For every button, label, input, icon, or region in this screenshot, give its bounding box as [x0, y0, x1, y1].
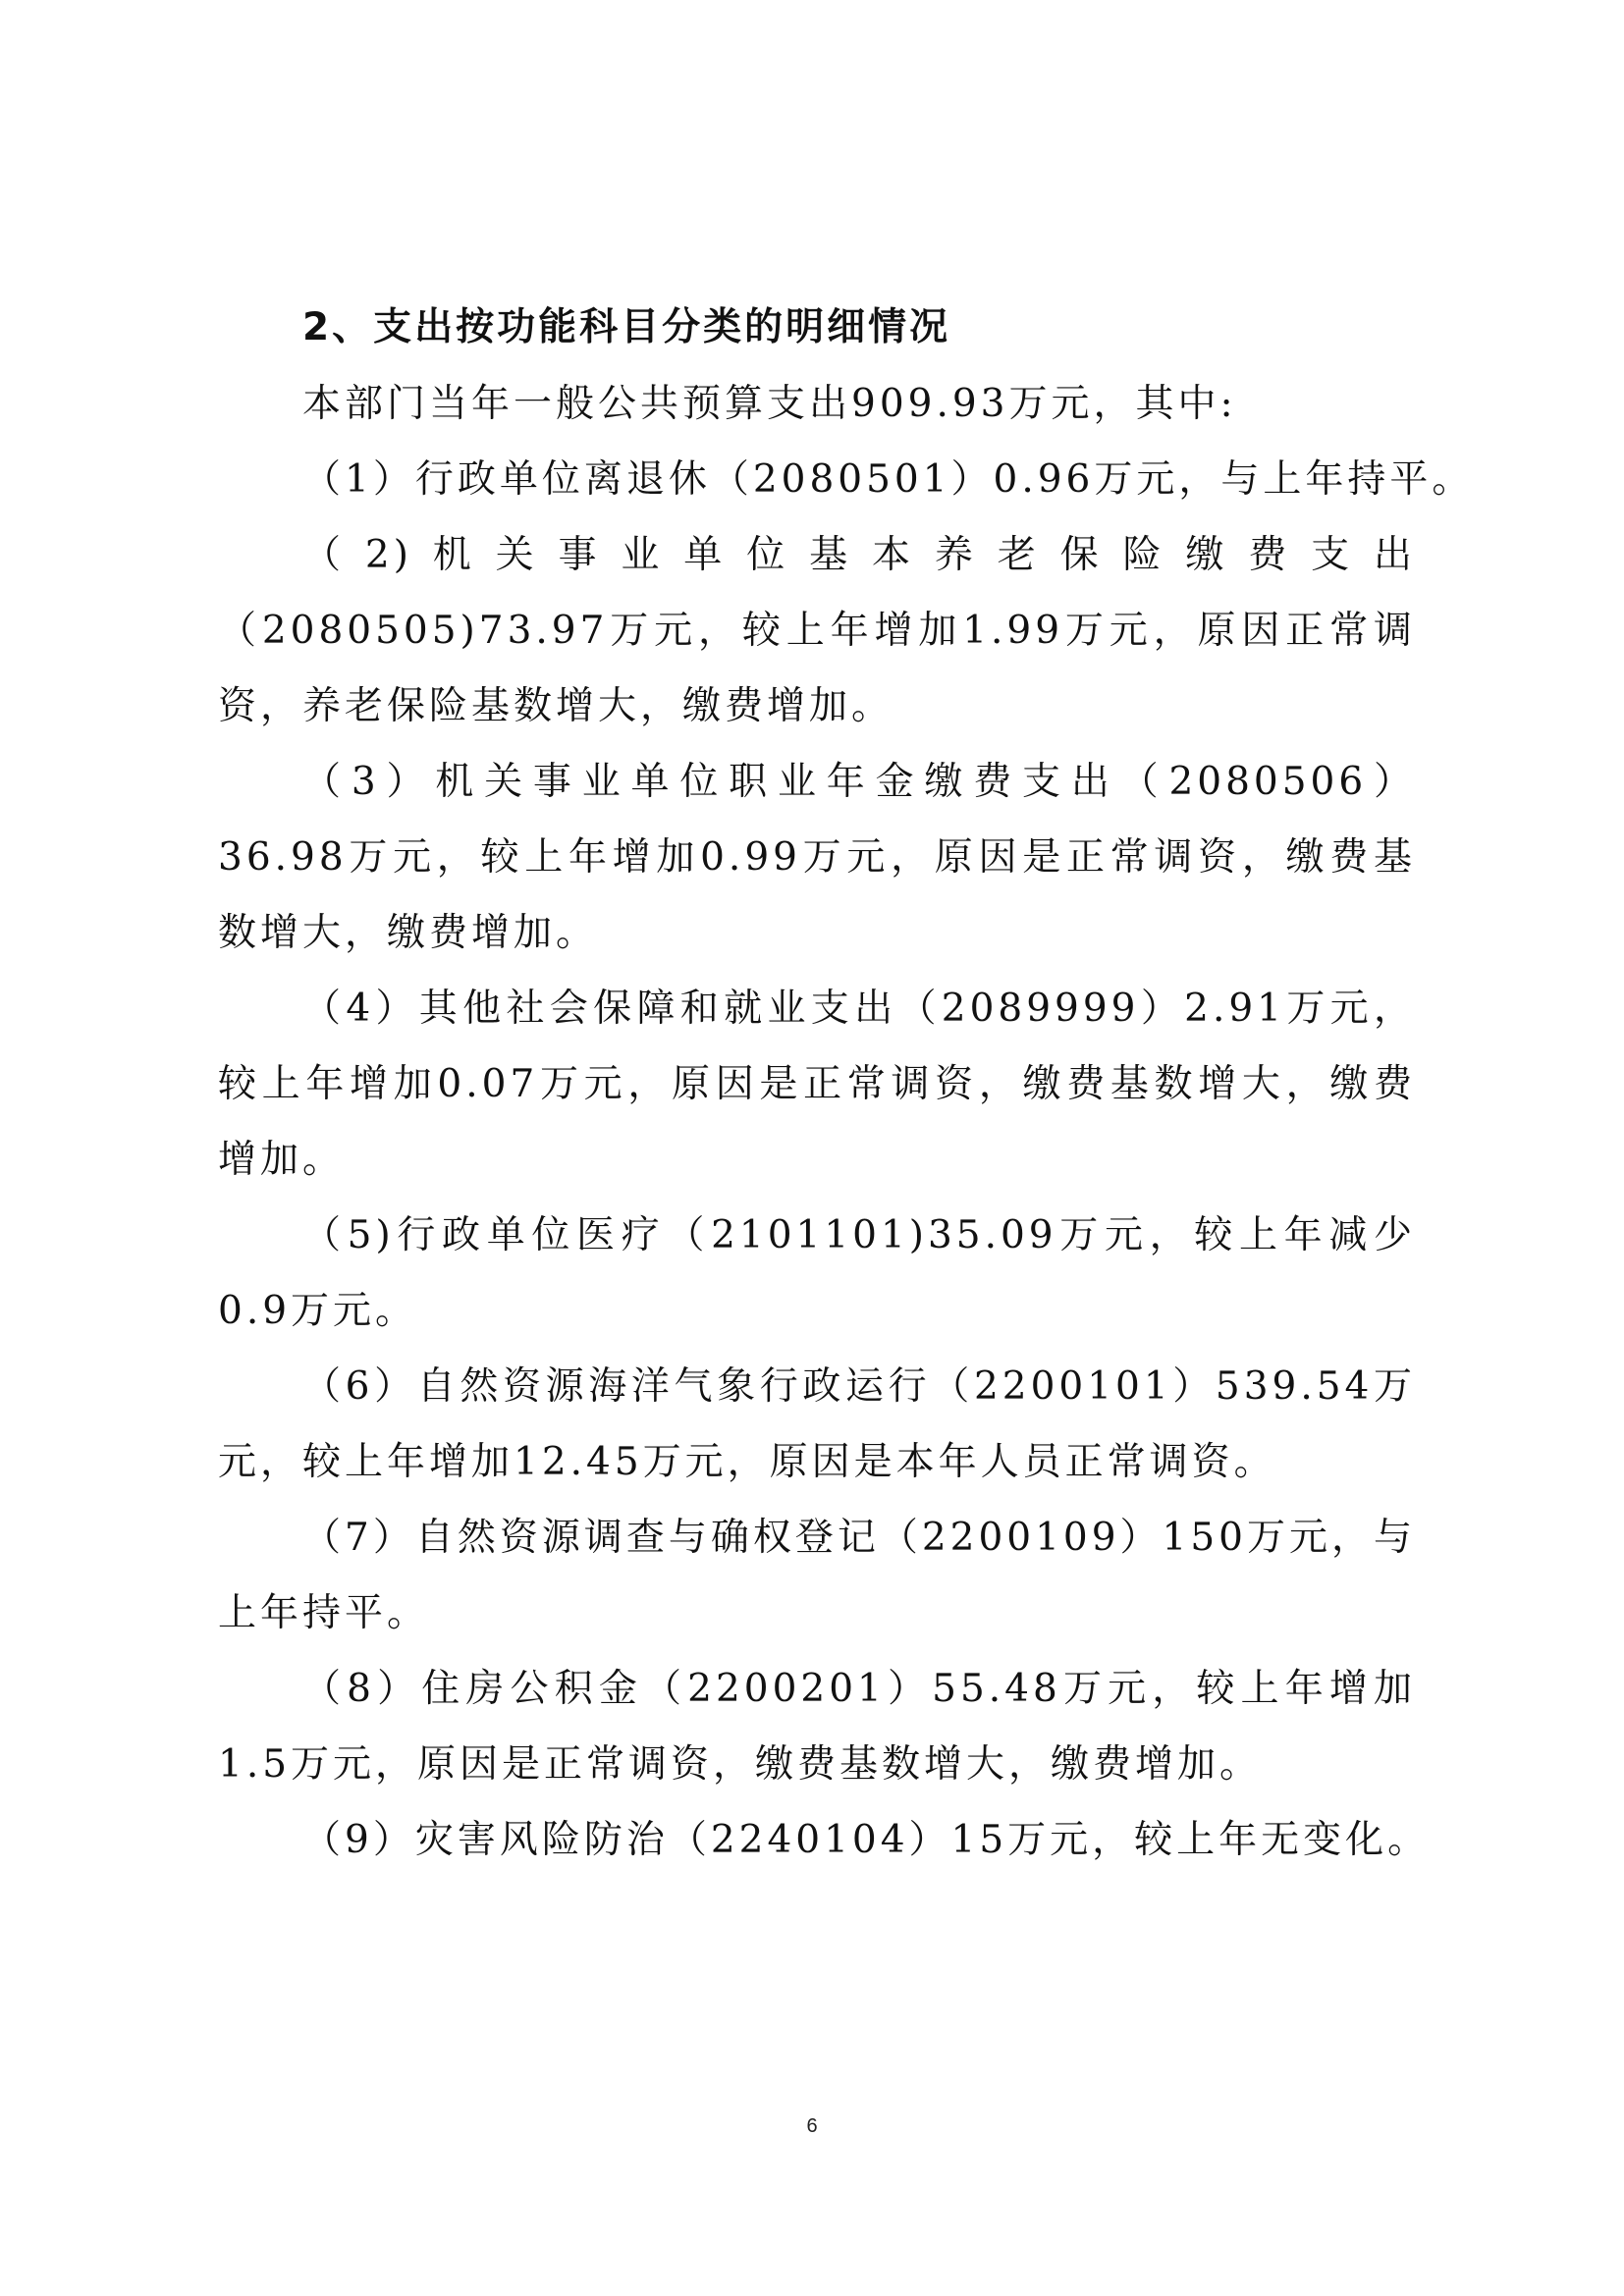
page-content: [218, 290, 1475, 1878]
paragraph-item-5: （5)行政单位医疗（2101101)35.09万元，较上年减少0.9万元。: [218, 1213, 1416, 1333]
paragraph-item-7: （7）自然资源调查与确权登记（2200109）150万元，与上年持平。: [218, 1516, 1416, 1635]
paragraph-item-1: （1）行政单位离退休（2080501）0.96万元，与上年持平。: [302, 457, 1475, 502]
paragraph-item-6: （6）自然资源海洋气象行政运行（2200101）539.54万元，较上年增加12.45万元，原因是本年人员正常调资。: [218, 1364, 1416, 1484]
paragraph-item-8: （8）住房公积金（2200201）55.48万元，较上年增加1.5万元，原因是正常调资，缴费基数增大，缴费增加。: [218, 1667, 1416, 1787]
section-heading: 2、支出按功能科目分类的明细情况: [302, 305, 951, 349]
paragraph-item-4: （4）其他社会保障和就业支出（2089999）2.91万元，较上年增加0.07万元，原因是正常调资，缴费基数增大，缴费增加。: [218, 987, 1416, 1182]
paragraph-total: 本部门当年一般公共预算支出909.93万元，其中:: [302, 382, 1237, 426]
paragraph-item-9: （9）灾害风险防治（2240104）15万元，较上年无变化。: [302, 1818, 1431, 1862]
paragraph-item-2: （2)机关事业单位基本养老保险缴费支出（2080505)73.97万元，较上年增加1.99万元，原因正常调资，养老保险基数增大，缴费增加。: [218, 533, 1416, 728]
page-number: 6: [806, 2115, 818, 2137]
paragraph-item-3: （3）机关事业单位职业年金缴费支出（2080506）36.98万元，较上年增加0.99万元，原因是正常调资，缴费基数增大，缴费增加。: [218, 760, 1416, 955]
